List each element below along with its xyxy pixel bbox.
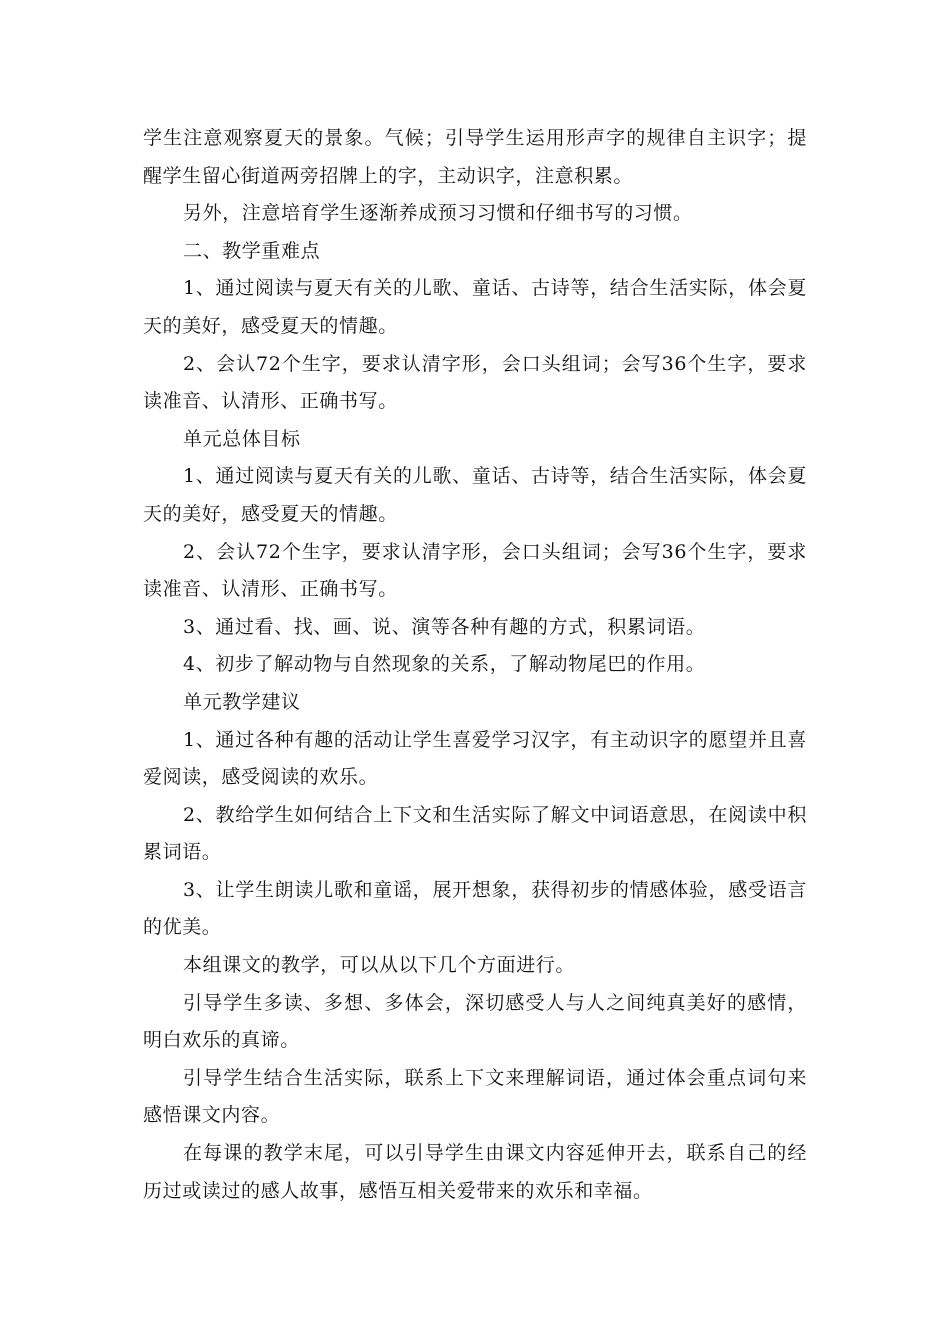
section-heading: 单元总体目标 (183, 427, 301, 450)
paragraph: 学生注意观察夏天的景象。气候；引导学生运用形声字的规律自主识字；提醒学生留心街道两旁招牌上的字，主动识字，注意积累。 (143, 127, 807, 187)
list-item: 2、会认72个生字，要求认清字形，会口头组词；会写36个生字，要求读准音、认清形、正确书写。 (143, 352, 807, 413)
list-item: 4、初步了解动物与自然现象的关系，了解动物尾巴的作用。 (183, 653, 706, 676)
section-heading: 二、教学重难点 (183, 239, 321, 262)
paragraph: 引导学生结合生活实际，联系上下文来理解词语，通过体会重点词句来感悟课文内容。 (143, 1066, 807, 1127)
section-heading: 单元教学建议 (183, 690, 301, 713)
list-item: 3、让学生朗读儿歌和童谣，展开想象，获得初步的情感体验，感受语言的优美。 (143, 878, 807, 939)
list-item: 1、通过阅读与夏天有关的儿歌、童话、古诗等，结合生活实际，体会夏天的美好，感受夏天的情趣。 (143, 465, 807, 525)
list-item: 2、教给学生如何结合上下文和生活实际了解文中词语意思，在阅读中积累词语。 (143, 803, 807, 864)
list-item: 2、会认72个生字，要求认清字形，会口头组词；会写36个生字，要求读准音、认清形、正确书写。 (143, 540, 807, 601)
document-body (143, 120, 807, 1210)
paragraph: 本组课文的教学，可以从以下几个方面进行。 (183, 954, 576, 977)
paragraph: 在每课的教学末尾，可以引导学生由课文内容延伸开去，联系自己的经历过或读过的感人故事，感悟互相关爱带来的欢乐和幸福。 (143, 1142, 807, 1202)
paragraph: 另外，注意培育学生逐渐养成预习习惯和仔细书写的习惯。 (183, 202, 693, 225)
list-item: 1、通过阅读与夏天有关的儿歌、童话、古诗等，结合生活实际，体会夏天的美好，感受夏天的情趣。 (143, 277, 807, 337)
list-item: 3、通过看、找、画、说、演等各种有趣的方式，积累词语。 (183, 615, 706, 638)
paragraph: 引导学生多读、多想、多体会，深切感受人与人之间纯真美好的感情，明白欢乐的真谛。 (143, 991, 807, 1052)
list-item: 1、通过各种有趣的活动让学生喜爱学习汉字，有主动识字的愿望并且喜爱阅读，感受阅读的欢乐。 (143, 728, 807, 789)
